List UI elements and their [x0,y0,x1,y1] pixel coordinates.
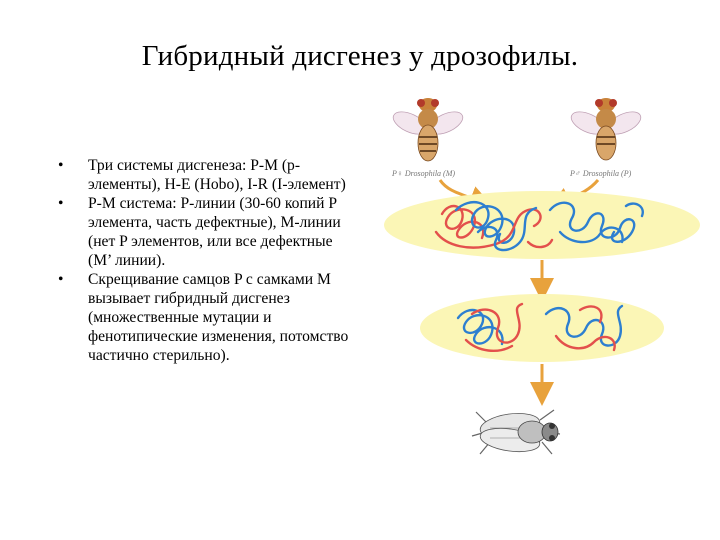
bullet-text: P-M система: P-линии (30-60 копий P элемента, часть дефектные), M-линии (нет P элементов, или все дефектные (M’ линии). [88,195,341,269]
bullet-text: Скрещивание самцов P с самками M вызывает гибридный дисгенез (множественные мутации и фенотипические изменения, потомство частично стерильно). [88,271,349,364]
bullet-item [58,194,358,270]
bullet-text: Три системы дисгенеза: P-M (p-элементы), H-E (Hobo), I-R (I-элемент) [88,157,346,193]
dysgenesis-figure [370,82,700,482]
chromosome-ellipse-bottom [420,294,664,362]
bullet-dot: • [58,195,64,212]
left-fly-caption: P♀ Drosophila (M) [392,169,456,178]
slide-title: Гибридный дисгенез у дрозофилы. [141,40,579,72]
bullet-dot: • [58,271,64,288]
chromosome-ellipse-top [384,191,700,259]
bullet-item [58,156,358,194]
bullet-item [58,270,358,365]
parent-fly-right-icon [568,98,644,160]
right-fly-caption: P♂ Drosophila (P) [570,169,632,178]
bullet-dot: • [58,157,64,174]
parent-fly-left-icon [390,98,466,161]
hybrid-fly-icon [472,410,560,455]
bullet-list [58,156,358,365]
